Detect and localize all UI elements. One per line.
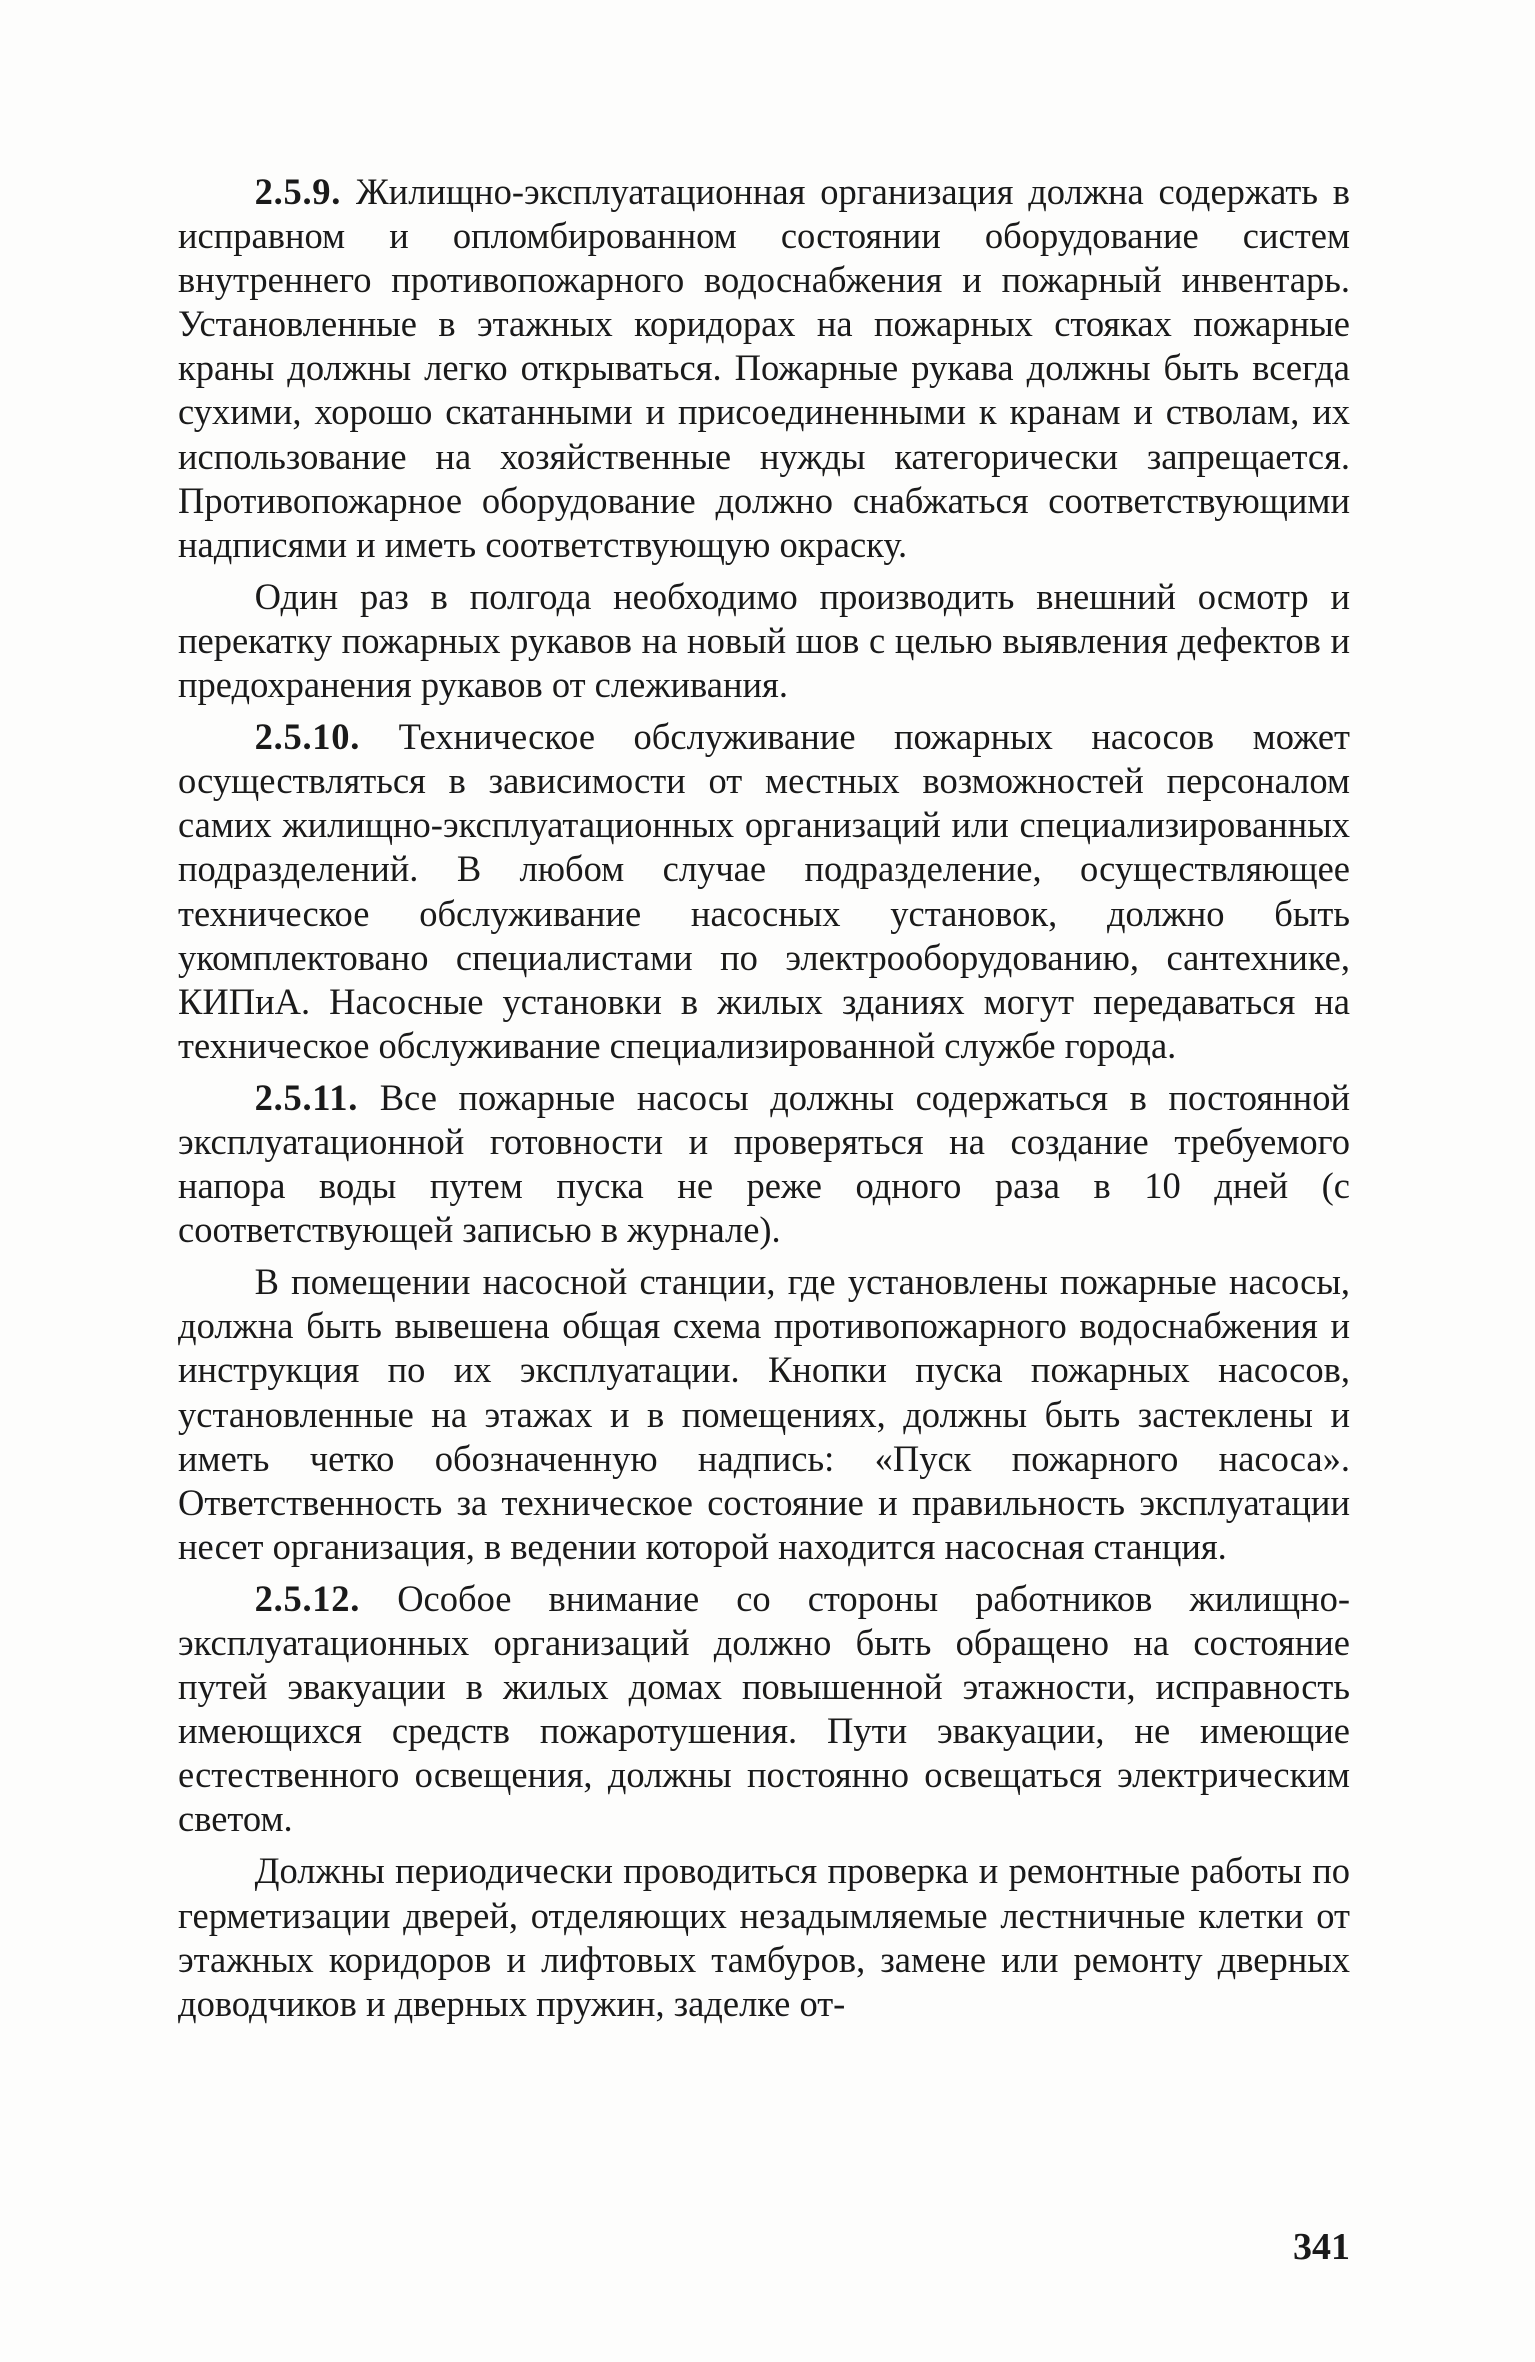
paragraph-text: Особое внимание со стороны работников жилищно-эксплуатационных организаций должно быть обращено на состояние путей эвакуации в жилых домах повышенной этажности, исправность имеющихся средств пожаротушения. Пути эвакуации, не имеющие естественного освещения, должны постоянно освещаться электрическим светом. (178, 1577, 1350, 1840)
paragraph-text: Жилищно-эксплуатационная организация должна содержать в исправном и опломбированном состоянии оборудование систем внутреннего противопожарного водоснабжения и пожарный инвентарь. Установленные в этажных коридорах на пожарных стояках пожарные краны должны легко открываться. Пожарные рукава должны быть всегда сухими, хорошо скатанными и присоединенными к кранам и стволам, их использование на хозяйственные нужды категорически запрещается. Противопожарное оборудование должно снабжаться соответствующими надписями и иметь соответствующую окраску. (178, 171, 1351, 565)
page-number: 341 (1293, 2226, 1350, 2268)
paragraph-text: Один раз в полгода необходимо производить внешний осмотр и перекатку пожарных рукавов на новый шов с целью выявления дефектов и предохранения рукавов от слеживания. (178, 575, 1350, 706)
section-number: 2.5.9. (254, 171, 342, 212)
paragraph-2-5-9 (178, 170, 1350, 567)
section-number: 2.5.11. (254, 1076, 359, 1118)
paragraph-text: Все пожарные насосы должны содержаться в постоянной эксплуатационной готовности и проверяться на создание требуемого напора воды путем пуска не реже одного раза в 10 дней (с соответствующей записью в журнале). (178, 1076, 1350, 1251)
paragraph-2-5-10 (178, 715, 1350, 1068)
section-number: 2.5.10. (254, 716, 361, 758)
paragraph-2-5-12 (178, 1577, 1350, 1842)
paragraph-hose-inspection (178, 575, 1350, 707)
paragraph-text: Должны периодически проводиться проверка и ремонтные работы по герметизации дверей, отделяющих незадымляемые лестничные клетки от этажных коридоров и лифтовых тамбуров, замене или ремонту дверных доводчиков и дверных пружин, заделке от- (178, 1850, 1350, 2024)
section-number: 2.5.12. (254, 1577, 361, 1619)
paragraph-text: В помещении насосной станции, где установлены пожарные насосы, должна быть вывешена общая схема противопожарного водоснабжения и инструкция по их эксплуатации. Кнопки пуска пожарных насосов, установленные на этажах и в помещениях, должны быть застеклены и иметь четко обозначенную надпись: «Пуск пожарного насоса». Ответственность за техническое состояние и правильность эксплуатации несет организация, в ведении которой находится насосная станция. (178, 1261, 1350, 1567)
paragraph-door-sealing (178, 1849, 1350, 2025)
paragraph-2-5-11 (178, 1076, 1350, 1252)
paragraph-pump-station (178, 1260, 1350, 1569)
paragraph-text: Техническое обслуживание пожарных насосов может осуществляться в зависимости от местных возможностей персоналом самих жилищно-эксплуатационных организаций или специализированных подразделений. В любом случае подразделение, осуществляющее техническое обслуживание насосных установок, должно быть укомплектовано специалистами по электрооборудованию, сантехнике, КИПиА. Насосные установки в жилых зданиях могут передаваться на техническое обслуживание специализированной службе города. (178, 716, 1350, 1066)
body-text (178, 170, 1350, 2026)
